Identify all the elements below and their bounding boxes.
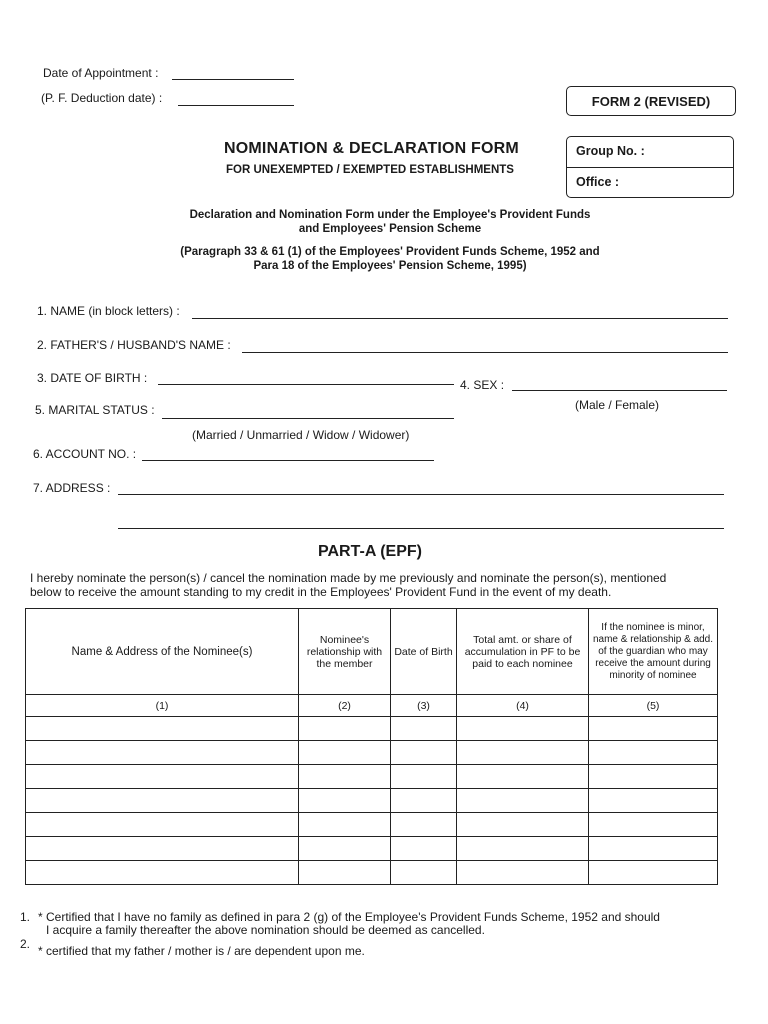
- declaration-line-2: and Employees' Pension Scheme: [298, 223, 482, 235]
- paragraph-line-1: (Paragraph 33 & 61 (1) of the Employees' Provident Funds Scheme, 1952 and: [180, 246, 600, 258]
- table-cell[interactable]: [26, 765, 299, 789]
- table-cell[interactable]: [26, 813, 299, 837]
- note-1-line-2: I acquire a family thereafter the above nomination should be deemed as cancelled.: [46, 923, 485, 937]
- table-cell[interactable]: [26, 717, 299, 741]
- paragraph-line-2: Para 18 of the Employees' Pension Scheme, 1995): [253, 260, 527, 272]
- header-date-of-birth: Date of Birth: [391, 609, 457, 695]
- date-of-birth-label: 3. DATE OF BIRTH :: [37, 371, 148, 385]
- table-cell[interactable]: [26, 837, 299, 861]
- group-no-label: Group No. :: [576, 144, 645, 158]
- table-cell[interactable]: [391, 813, 457, 837]
- table-cell[interactable]: [391, 717, 457, 741]
- table-cell[interactable]: [589, 741, 718, 765]
- part-a-intro: [30, 571, 730, 599]
- header-share-amount: Total amt. or share of accumulation in PF to be paid to each nominee: [457, 609, 589, 695]
- group-office-box: [566, 136, 734, 198]
- note-2-number: 2.: [20, 937, 31, 951]
- note-1: [38, 911, 660, 937]
- table-cell[interactable]: [299, 813, 391, 837]
- declaration-heading: [120, 208, 660, 236]
- table-row[interactable]: [26, 765, 718, 789]
- table-cell[interactable]: [299, 765, 391, 789]
- table-cell[interactable]: [391, 837, 457, 861]
- father-husband-name-label: 2. FATHER'S / HUSBAND'S NAME :: [37, 338, 231, 352]
- name-line[interactable]: [192, 318, 728, 319]
- table-row[interactable]: [26, 717, 718, 741]
- date-of-birth-line[interactable]: [158, 384, 454, 385]
- office-label: Office :: [576, 175, 620, 189]
- table-cell[interactable]: [589, 813, 718, 837]
- marital-status-hint: (Married / Unmarried / Widow / Widower): [192, 428, 410, 442]
- table-cell[interactable]: [457, 837, 589, 861]
- marital-status-label: 5. MARITAL STATUS :: [35, 403, 155, 417]
- sex-hint: (Male / Female): [575, 398, 660, 412]
- table-cell[interactable]: [457, 861, 589, 885]
- column-number-5: (5): [589, 695, 718, 717]
- table-cell[interactable]: [26, 789, 299, 813]
- table-cell[interactable]: [457, 813, 589, 837]
- form-title: NOMINATION & DECLARATION FORM: [224, 140, 519, 157]
- table-cell[interactable]: [299, 789, 391, 813]
- address-label: 7. ADDRESS :: [33, 481, 111, 495]
- table-row[interactable]: [26, 741, 718, 765]
- table-cell[interactable]: [299, 717, 391, 741]
- table-cell[interactable]: [457, 765, 589, 789]
- address-line-2[interactable]: [118, 528, 724, 529]
- table-cell[interactable]: [26, 861, 299, 885]
- table-row[interactable]: [26, 789, 718, 813]
- part-a-intro-line-2: below to receive the amount standing to my credit in the Employees' Provident Fund in the event of my death.: [30, 585, 612, 599]
- header-nominee-name: Name & Address of the Nominee(s): [26, 609, 299, 695]
- column-number-4: (4): [457, 695, 589, 717]
- table-cell[interactable]: [589, 837, 718, 861]
- table-cell[interactable]: [589, 717, 718, 741]
- table-cell[interactable]: [589, 789, 718, 813]
- table-cell[interactable]: [457, 789, 589, 813]
- table-cell[interactable]: [589, 765, 718, 789]
- table-cell[interactable]: [299, 861, 391, 885]
- header-guardian: If the nominee is minor, name & relationship & add. of the guardian who may receive the amount during minority of nominee: [589, 609, 718, 695]
- note-1-line-1: * Certified that I have no family as defined in para 2 (g) of the Employee's Provident Funds Scheme, 1952 and should: [38, 910, 660, 924]
- header-relationship: Nominee's relationship with the member: [299, 609, 391, 695]
- table-header-row: [26, 609, 718, 695]
- date-of-appointment-label: Date of Appointment :: [43, 66, 159, 80]
- form-badge: [566, 86, 736, 116]
- marital-status-line[interactable]: [162, 418, 454, 419]
- sex-line[interactable]: [512, 390, 727, 391]
- table-cell[interactable]: [299, 741, 391, 765]
- account-no-label: 6. ACCOUNT NO. :: [33, 447, 137, 461]
- table-cell[interactable]: [457, 717, 589, 741]
- table-cell[interactable]: [589, 861, 718, 885]
- part-a-intro-line-1: I hereby nominate the person(s) / cancel the nomination made by me previously and nominate the person(s), mentioned: [30, 571, 667, 585]
- note-2: * certified that my father / mother is / are dependent upon me.: [38, 944, 365, 958]
- table-cell[interactable]: [391, 789, 457, 813]
- sex-label: 4. SEX :: [460, 378, 505, 392]
- table-cell[interactable]: [391, 741, 457, 765]
- table-row[interactable]: [26, 861, 718, 885]
- table-cell[interactable]: [391, 765, 457, 789]
- table-cell[interactable]: [299, 837, 391, 861]
- form-badge-text: FORM 2 (REVISED): [591, 93, 711, 109]
- part-a-title: PART-A (EPF): [318, 543, 422, 560]
- table-cell[interactable]: [457, 741, 589, 765]
- name-label: 1. NAME (in block letters) :: [37, 304, 180, 318]
- date-of-appointment-line[interactable]: [172, 79, 294, 80]
- table-cell[interactable]: [391, 861, 457, 885]
- pf-deduction-date-label: (P. F. Deduction date) :: [41, 91, 163, 105]
- table-cell[interactable]: [26, 741, 299, 765]
- column-number-3: (3): [391, 695, 457, 717]
- column-number-2: (2): [299, 695, 391, 717]
- declaration-line-1: Declaration and Nomination Form under the Employee's Provident Funds: [189, 209, 591, 221]
- paragraph-reference: [100, 245, 680, 273]
- table-row[interactable]: [26, 837, 718, 861]
- form-subtitle: FOR UNEXEMPTED / EXEMPTED ESTABLISHMENTS: [226, 164, 514, 176]
- father-husband-name-line[interactable]: [242, 352, 728, 353]
- note-1-number: 1.: [20, 910, 31, 924]
- table-number-row: [26, 695, 718, 717]
- table-row[interactable]: [26, 813, 718, 837]
- address-line-1[interactable]: [118, 494, 724, 495]
- group-office-divider: [567, 167, 733, 168]
- pf-deduction-date-line[interactable]: [178, 105, 294, 106]
- nominee-table: [25, 608, 718, 885]
- account-no-line[interactable]: [142, 460, 434, 461]
- column-number-1: (1): [26, 695, 299, 717]
